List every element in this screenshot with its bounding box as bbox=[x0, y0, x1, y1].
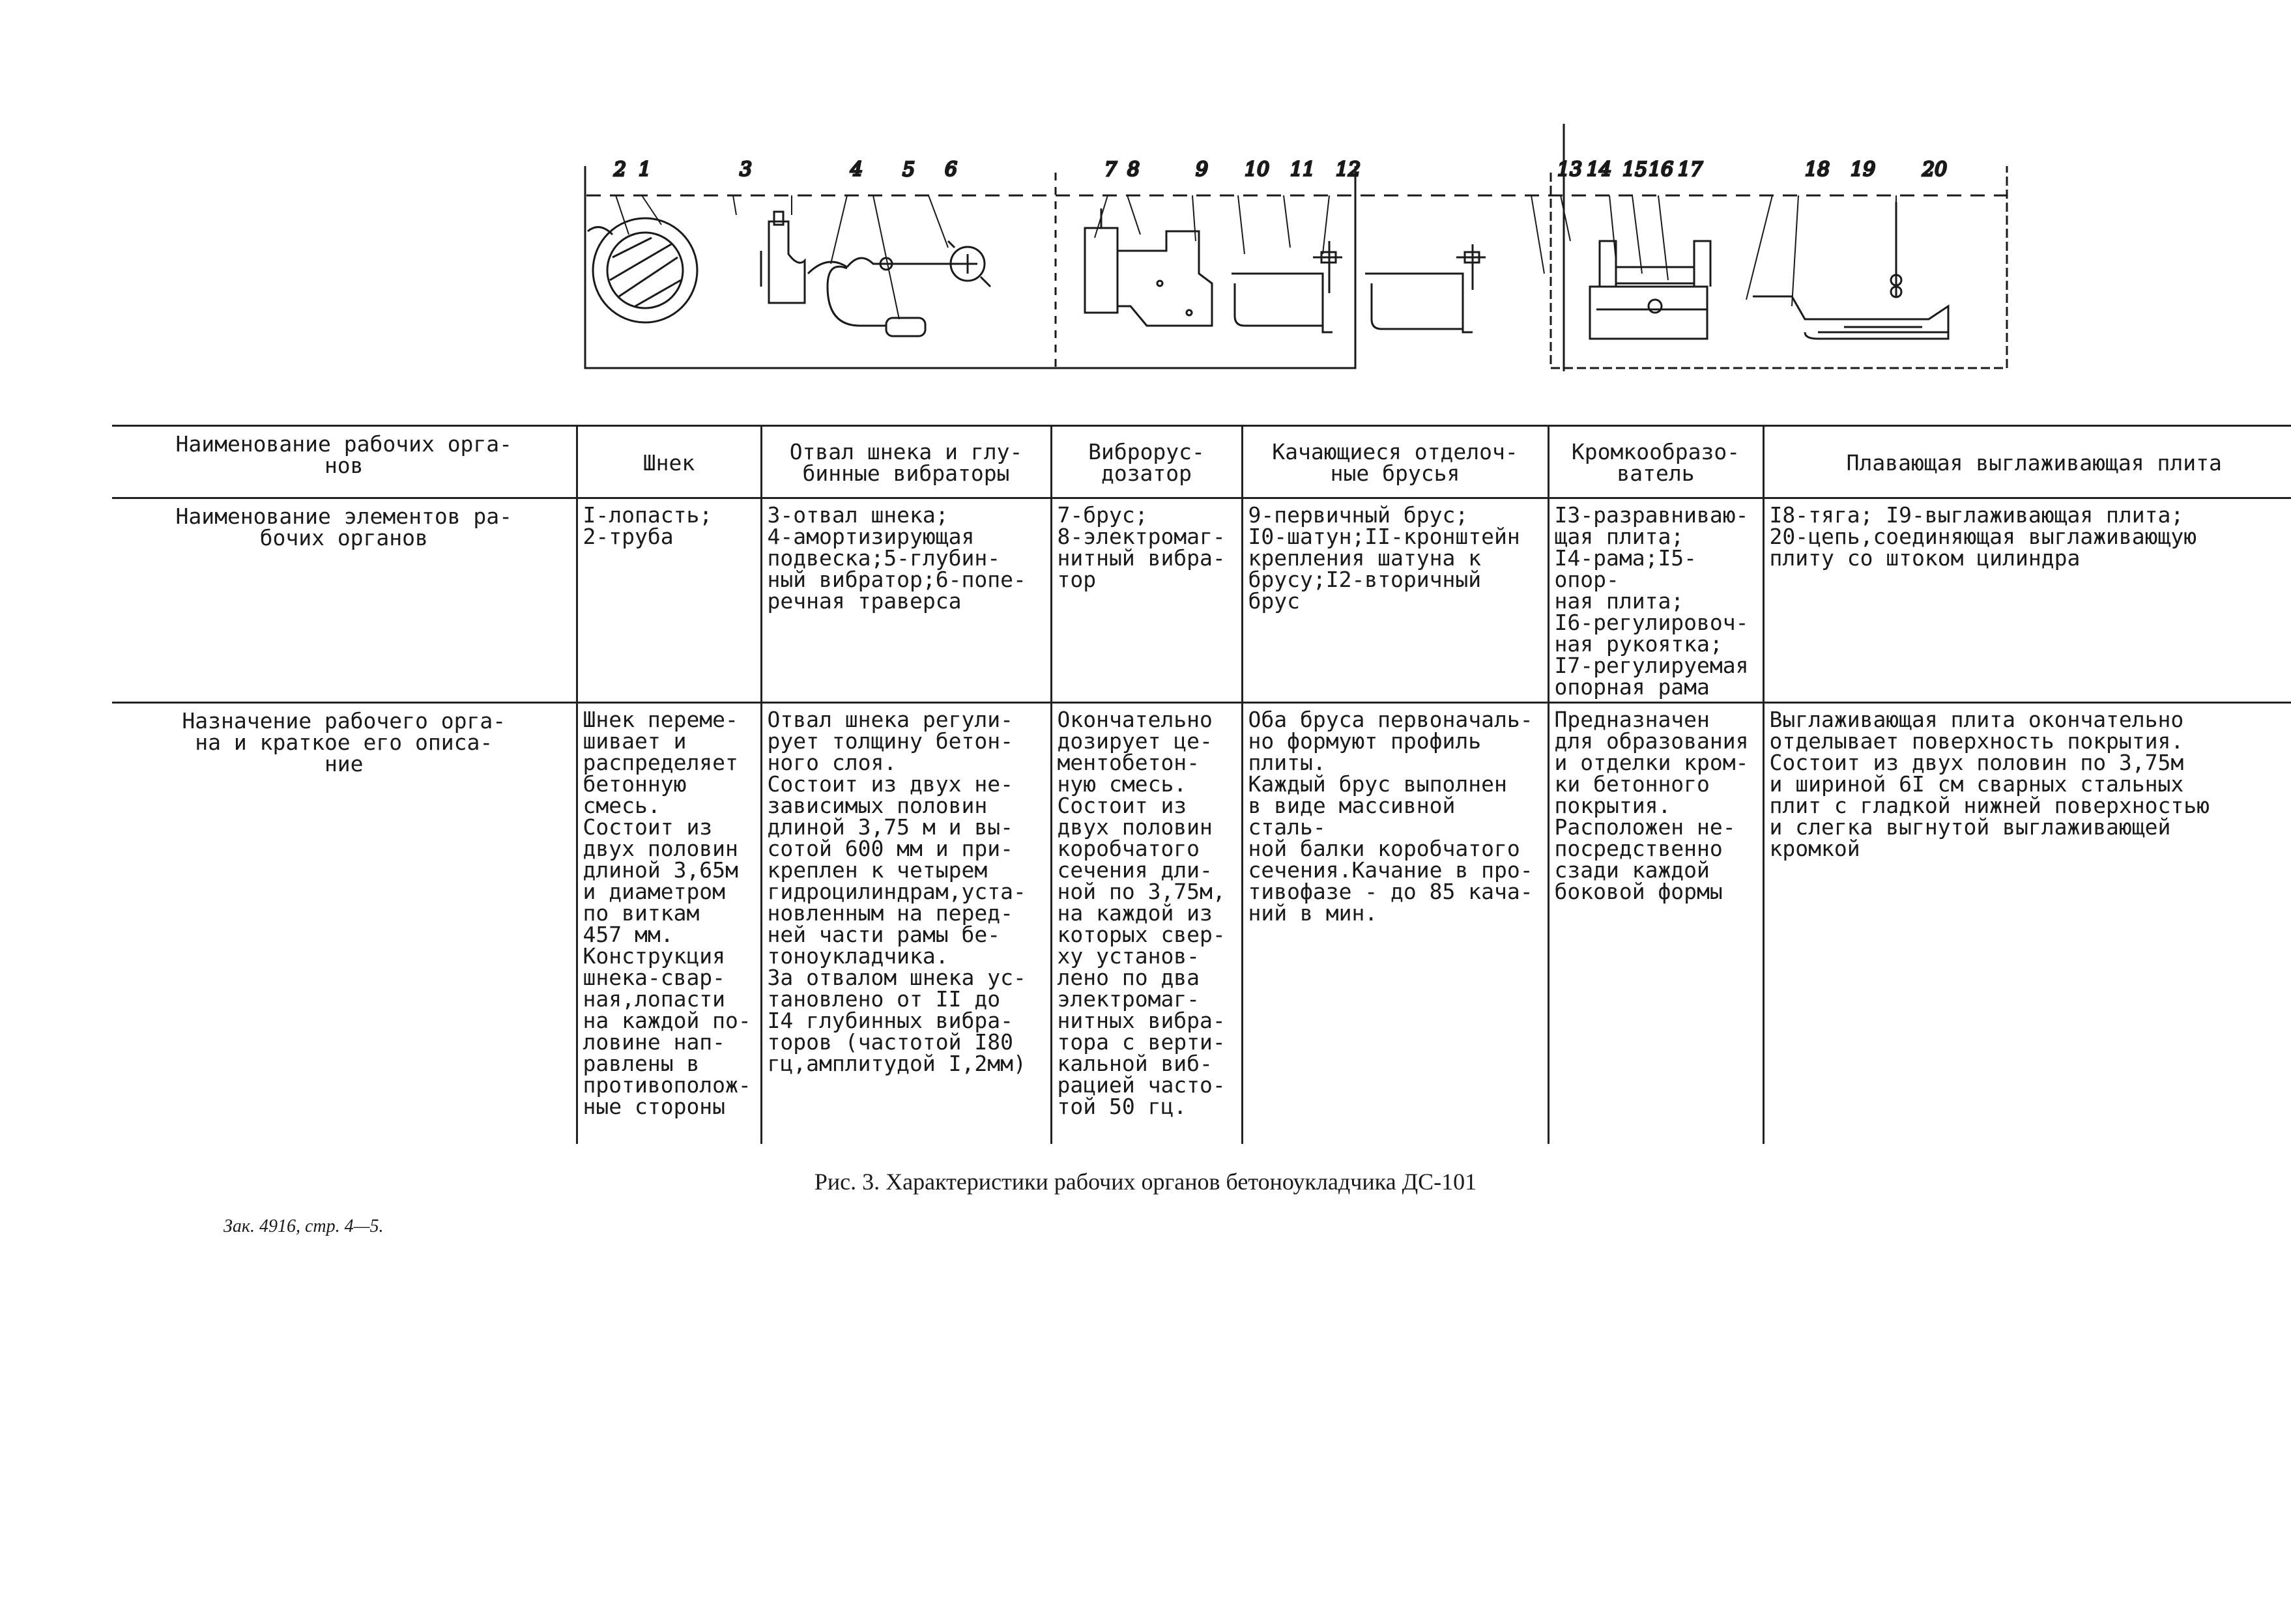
callout-16: 16 bbox=[1649, 158, 1674, 181]
row-header-description: Назначение рабочего орга- на и краткое его описа- ние bbox=[112, 703, 577, 1145]
callout-13: 13 bbox=[1557, 158, 1583, 181]
callout-14: 14 bbox=[1587, 158, 1612, 181]
cell-elements-oscillating-bars: 9-первичный брус; I0-шатун;II-кронштейн крепления шатуна к брусу;I2-вторичный брус bbox=[1242, 498, 1548, 703]
col-header-floating-plate: Плавающая выглаживающая плита bbox=[1763, 426, 2291, 498]
callout-2: 2 bbox=[614, 158, 627, 181]
callout-5: 5 bbox=[902, 158, 915, 181]
oscillating-bars-sketch bbox=[1232, 241, 1486, 332]
col-header-moldboard: Отвал шнека и глу- бинные вибраторы bbox=[761, 426, 1051, 498]
cell-desc-floating-plate: Выглаживающая плита окончательно отделывает поверхность покрытия. Состоит из двух половин по 3,75м и шириной 6I см сварных стальных плит с гладкой нижней поверхностью и слегка выгнутой выглаживающей кромкой bbox=[1763, 703, 2291, 1145]
callout-3: 3 bbox=[740, 158, 753, 181]
cell-desc-edge-former: Предназначен для образования и отделки кром- ки бетонного покрытия. Расположен не- посредственно сзади каждой боковой формы bbox=[1548, 703, 1763, 1145]
vibrating-bar-sketch bbox=[1085, 208, 1212, 326]
callout-6: 6 bbox=[945, 158, 958, 181]
edge-former-sketch bbox=[1590, 241, 1710, 339]
working-organs-drawing bbox=[573, 124, 2026, 384]
col-header-oscillating-bars: Качающиеся отделоч- ные брусья bbox=[1242, 426, 1548, 498]
callout-17: 17 bbox=[1678, 158, 1703, 181]
cell-elements-vibro-bar: 7-брус; 8-электромаг- нитный вибра- тор bbox=[1051, 498, 1242, 703]
callout-20: 20 bbox=[1922, 158, 1948, 181]
callout-15: 15 bbox=[1622, 158, 1648, 181]
table-row-description bbox=[112, 703, 2291, 1145]
cell-elements-auger: I-лопасть; 2-труба bbox=[577, 498, 761, 703]
callout-10: 10 bbox=[1245, 158, 1270, 181]
working-organs-table bbox=[112, 425, 2291, 1144]
callout-8: 8 bbox=[1127, 158, 1140, 181]
cell-elements-edge-former: I3-разравниваю- щая плита; I4-рама;I5-опор- ная плита; I6-регулировоч- ная рукоятка; I7-регулируемая опорная рама bbox=[1548, 498, 1763, 703]
order-footer: Зак. 4916, стр. 4—5. bbox=[223, 1216, 384, 1236]
cell-elements-moldboard: 3-отвал шнека; 4-амортизирующая подвеска;5-глубин- ный вибратор;6-попе- речная траверса bbox=[761, 498, 1051, 703]
callout-9: 9 bbox=[1196, 158, 1209, 181]
callout-7: 7 bbox=[1104, 158, 1117, 181]
callout-4: 4 bbox=[850, 158, 863, 181]
cell-desc-oscillating-bars: Оба бруса первоначаль- но формуют профиль плиты. Каждый брус выполнен в виде массивной сталь- ной балки коробчатого сечения.Качание в про- тивофазе - до 85 кача- ний в мин. bbox=[1242, 703, 1548, 1145]
callout-18: 18 bbox=[1805, 158, 1830, 181]
cell-desc-moldboard: Отвал шнека регули- рует толщину бетон- ного слоя. Состоит из двух не- зависимых половин длиной 3,75 м и вы- сотой 600 мм и при- креплен к четырем гидроцилиндрам,уста- новленным на перед- ней части рамы бе- тоноукладчика. За отвалом шнека ус- тановлено от II до I4 глубинных вибра- торов (частотой I80 гц,амплитудой I,2мм) bbox=[761, 703, 1051, 1145]
table-row-elements bbox=[112, 498, 2291, 703]
cell-desc-auger: Шнек переме- шивает и распределяет бетонную смесь. Состоит из двух половин длиной 3,65м и диаметром по виткам 457 мм. Конструкция шнека-свар- ная,лопасти на каждой по- ловине нап- равлены в противополож- ные стороны bbox=[577, 703, 761, 1145]
table-row-names bbox=[112, 426, 2291, 498]
callout-19: 19 bbox=[1851, 158, 1876, 181]
callout-11: 11 bbox=[1290, 158, 1316, 181]
floating-plate-sketch bbox=[1753, 202, 1948, 339]
callout-1: 1 bbox=[639, 158, 652, 181]
row-header-names: Наименование рабочих орга- нов bbox=[112, 426, 577, 498]
figure-caption: Рис. 3. Характеристики рабочих органов бетоноукладчика ДС-101 bbox=[814, 1169, 1477, 1195]
cell-desc-vibro-bar: Окончательно дозирует це- ментобетон- ную смесь. Состоит из двух половин коробчатого сечения дли- ной по 3,75м, на каждой из которых свер- ху установ- лено по два электромаг- нитных вибра- тора с верти- кальной виб- рацией часто- той 50 гц. bbox=[1051, 703, 1242, 1145]
col-header-vibro-bar: Виброрус- дозатор bbox=[1051, 426, 1242, 498]
row-header-elements: Наименование элементов ра- бочих органов bbox=[112, 498, 577, 703]
col-header-auger: Шнек bbox=[577, 426, 761, 498]
cell-elements-floating-plate: I8-тяга; I9-выглаживающая плита; 20-цепь,соединяющая выглаживающую плиту со штоком цилиндра bbox=[1763, 498, 2291, 703]
callout-12: 12 bbox=[1336, 158, 1361, 181]
col-header-edge-former: Кромкообразо- ватель bbox=[1548, 426, 1763, 498]
auger-sketch bbox=[588, 218, 697, 322]
screed-moldboard-sketch bbox=[761, 212, 990, 336]
